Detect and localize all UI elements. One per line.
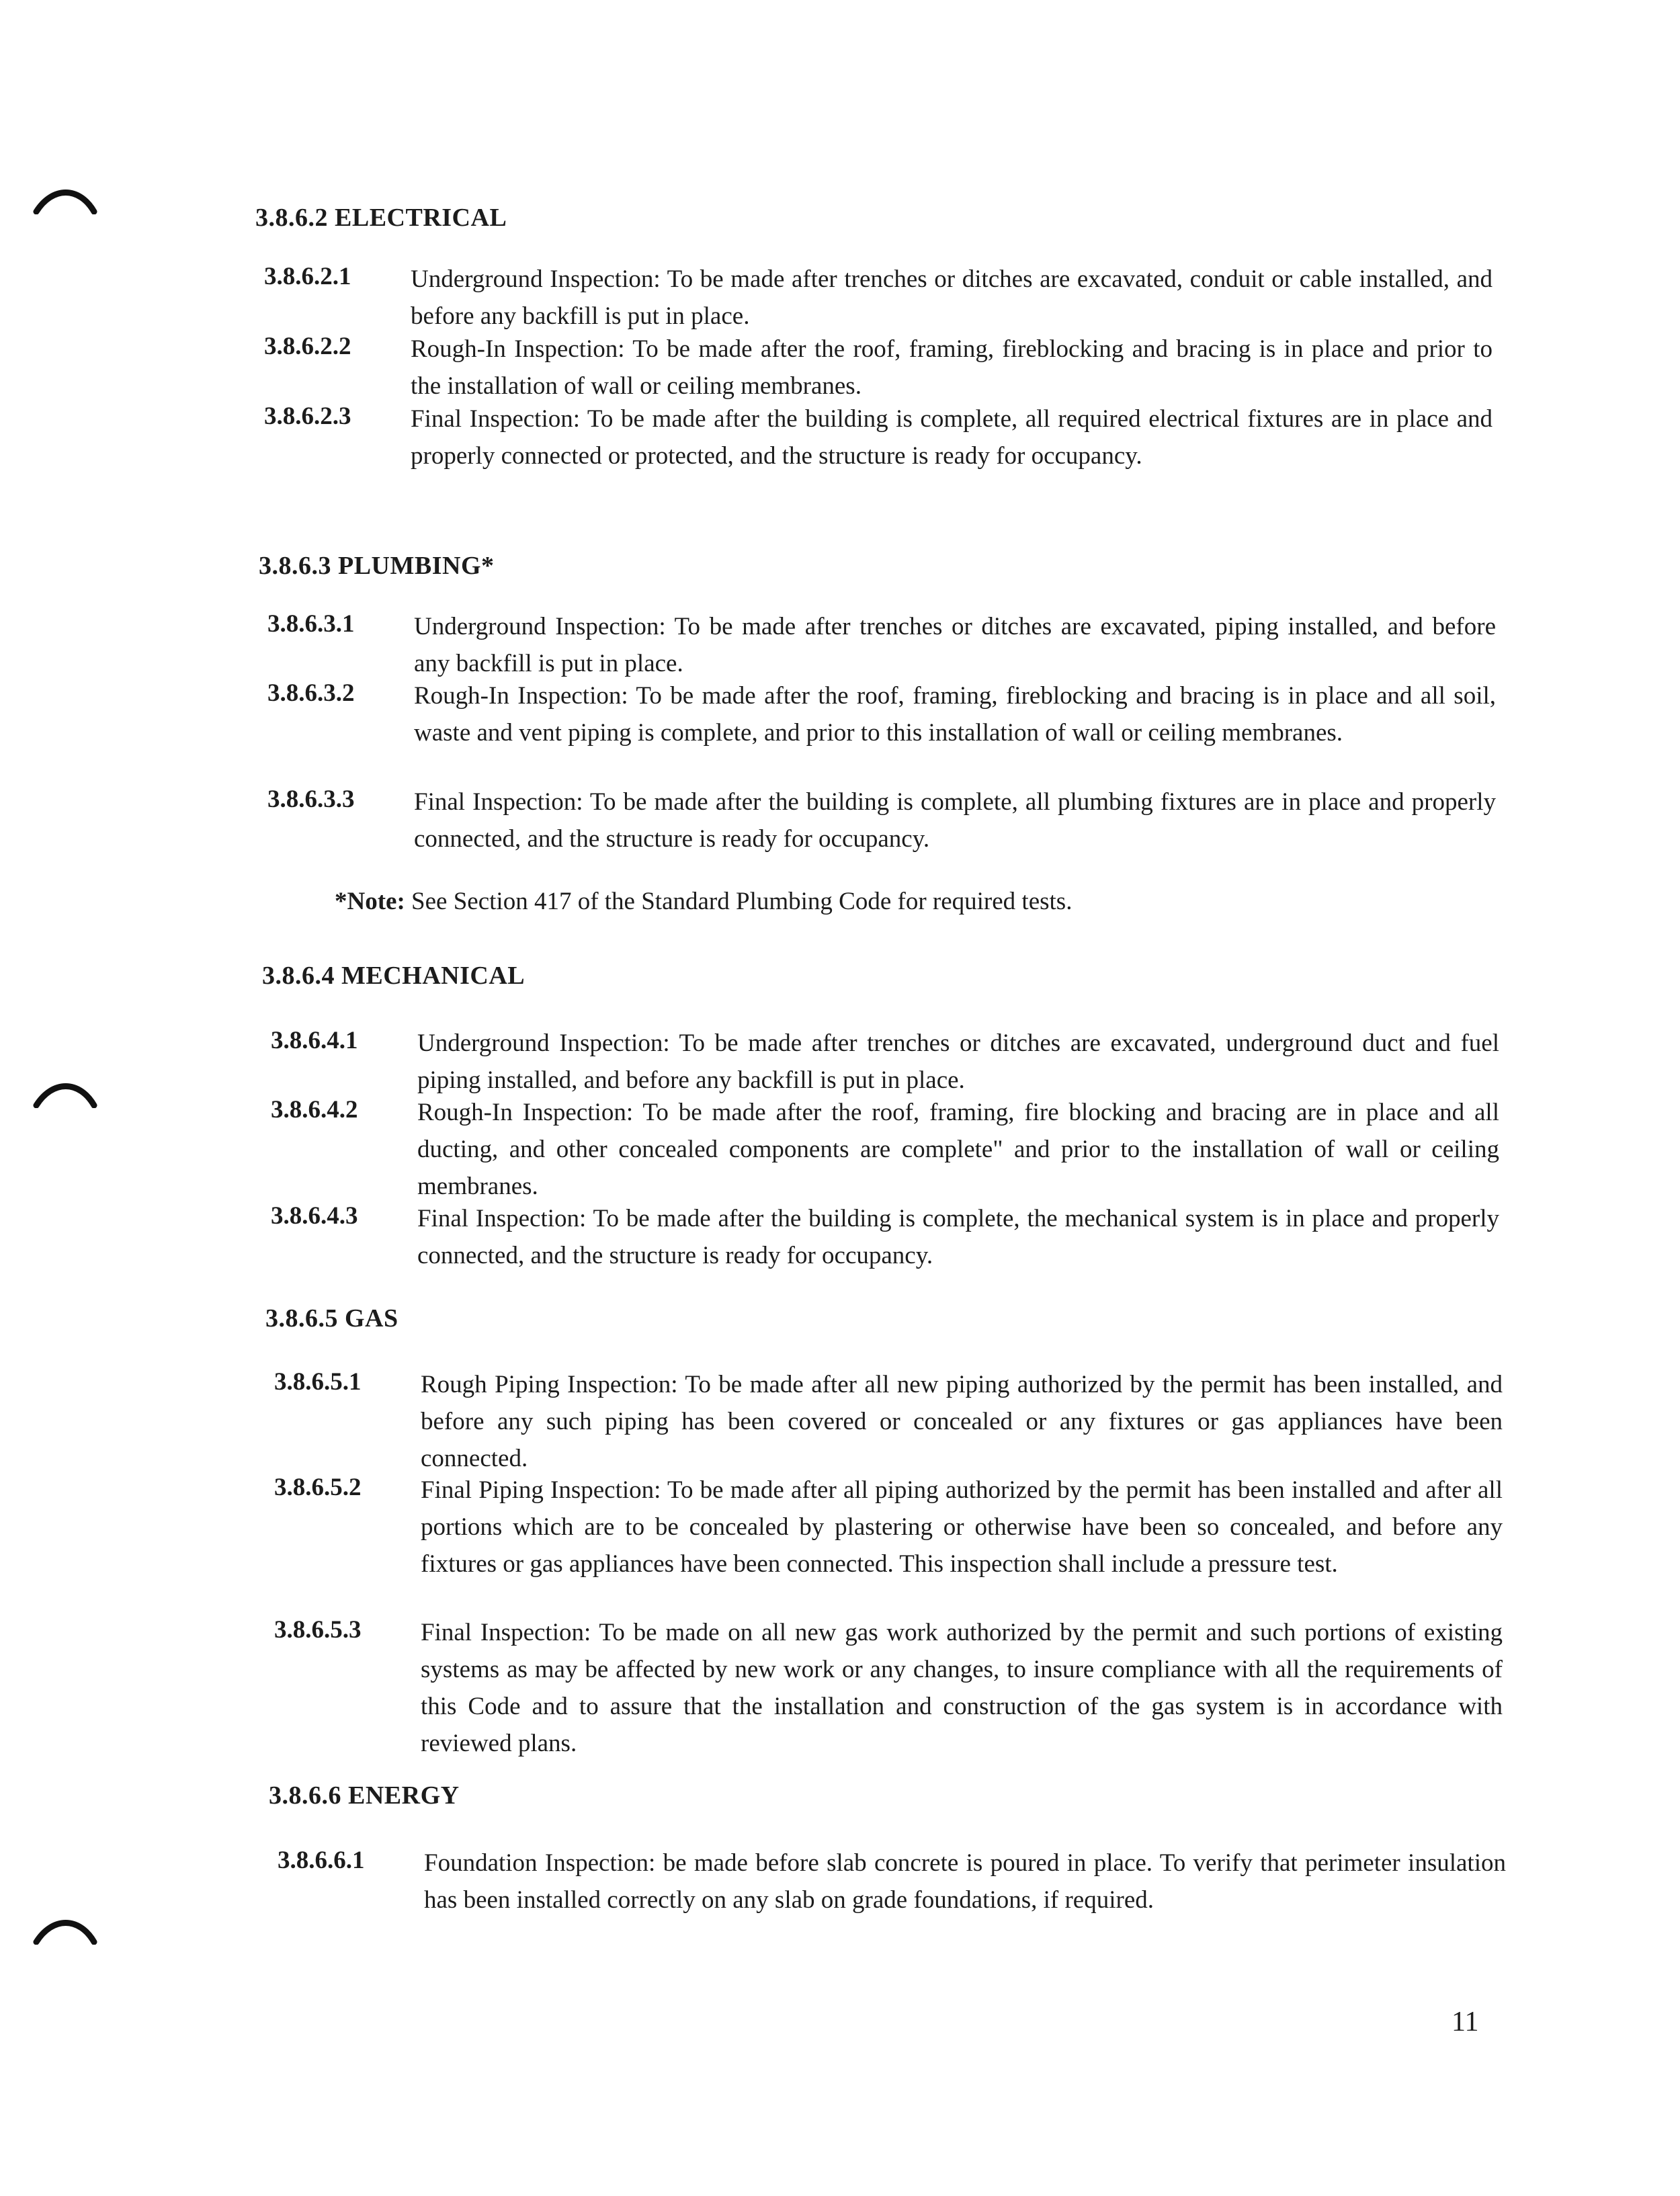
section-heading-plumbing: 3.8.6.3 PLUMBING* — [259, 552, 495, 580]
note-label: *Note: — [335, 888, 405, 915]
plumbing-note — [335, 887, 1072, 916]
item-text: Rough-In Inspection: To be made after the roof, framing, fireblocking and bracing is in place and all soil, waste and vent piping is complete, and prior to this installation of wall or ceiling membranes. — [414, 682, 1496, 747]
item-number: 3.8.6.6.1 — [278, 1847, 365, 1874]
item-text: Final Inspection: To be made after the building is complete, all required electrical fixtures are in place and properly connected or protected, and the structure is ready for occupancy. — [411, 405, 1493, 470]
item-number: 3.8.6.5.2 — [274, 1474, 362, 1501]
punch-hole-mark — [32, 1915, 99, 1945]
item-text: Final Piping Inspection: To be made after all piping authorized by the permit has been installed and after all portions which are to be concealed by plastering or otherwise have been so concealed, and before any fixtures or gas appliances have been connected. This inspection shall include a pressure test. — [421, 1476, 1503, 1578]
item-text: Rough-In Inspection: To be made after the roof, framing, fireblocking and bracing is in place and prior to the installation of wall or ceiling membranes. — [411, 335, 1493, 400]
section-heading-energy: 3.8.6.6 ENERGY — [269, 1781, 460, 1810]
item-text: Final Inspection: To be made after the building is complete, the mechanical system is in place and properly connected, and the structure is ready for occupancy. — [417, 1205, 1499, 1269]
section-heading-mechanical: 3.8.6.4 MECHANICAL — [262, 962, 526, 990]
item-text: Rough Piping Inspection: To be made after all new piping authorized by the permit has been installed, and before any such piping has been covered or concealed or any fixtures or gas appliances have been connected. — [421, 1371, 1503, 1472]
item-number: 3.8.6.4.3 — [271, 1202, 358, 1230]
page-number: 11 — [1452, 2007, 1479, 2037]
item-text: Rough-In Inspection: To be made after the roof, framing, fire blocking and bracing are in place and all ducting, and other concealed components are complete" and prior to the installation of wall or ceiling membranes. — [417, 1099, 1499, 1200]
item-text: Foundation Inspection: be made before slab concrete is poured in place. To verify that perimeter insulation has been installed correctly on any slab on grade foundations, if required. — [424, 1849, 1506, 1914]
note-text: See Section 417 of the Standard Plumbing Code for required tests. — [411, 888, 1073, 915]
section-heading-gas: 3.8.6.5 GAS — [265, 1304, 398, 1333]
punch-hole-mark — [32, 1079, 99, 1108]
item-number: 3.8.6.2.1 — [264, 263, 351, 290]
item-number: 3.8.6.4.2 — [271, 1096, 358, 1124]
item-text: Underground Inspection: To be made after trenches or ditches are excavated, piping installed, and before any backfill is put in place. — [414, 613, 1496, 677]
item-text: Underground Inspection: To be made after trenches or ditches are excavated, conduit or cable installed, and before any backfill is put in place. — [411, 265, 1493, 330]
item-number: 3.8.6.5.3 — [274, 1616, 362, 1644]
item-number: 3.8.6.3.1 — [267, 610, 355, 638]
item-number: 3.8.6.5.1 — [274, 1368, 362, 1396]
item-number: 3.8.6.3.3 — [267, 786, 355, 813]
item-number: 3.8.6.4.1 — [271, 1027, 358, 1054]
item-text: Final Inspection: To be made on all new gas work authorized by the permit and such portions of existing systems as may be affected by new work or any changes, to insure compliance with all the requirements of this Code and to assure that the installation and construction of the gas system is in accordance with reviewed plans. — [421, 1619, 1503, 1757]
punch-hole-mark — [32, 185, 99, 214]
item-text: Underground Inspection: To be made after trenches or ditches are excavated, underground duct and fuel piping installed, and before any backfill is put in place. — [417, 1029, 1499, 1094]
item-text: Final Inspection: To be made after the building is complete, all plumbing fixtures are in place and properly connected, and the structure is ready for occupancy. — [414, 788, 1496, 853]
item-number: 3.8.6.2.3 — [264, 403, 351, 430]
item-number: 3.8.6.2.2 — [264, 333, 351, 360]
section-heading-electrical: 3.8.6.2 ELECTRICAL — [255, 204, 507, 232]
item-number: 3.8.6.3.2 — [267, 679, 355, 707]
